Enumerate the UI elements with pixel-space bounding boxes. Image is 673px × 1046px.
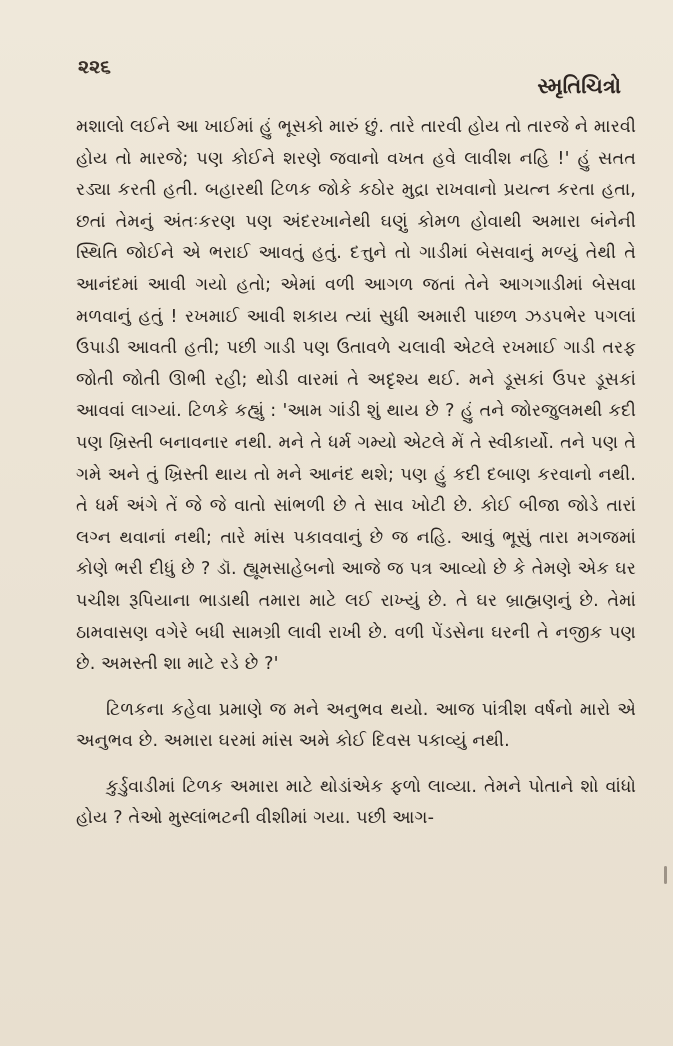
running-title: સ્મૃતિચિત્રો [537,74,621,98]
page-header [78,56,621,96]
page-number: ૨૨૬ [78,56,111,78]
page-edge-mark [664,866,667,884]
paragraph: ટિળકના કહેવા પ્રમાણે જ મને અનુભવ થયો. આજ પાંત્રીશ વર્ષનો મારો એ અનુભવ છે. અમારા ઘરમાં માંસ અમે કોઈ દિવસ પકાવ્યું નથી. [76,699,636,752]
body-text [76,112,636,835]
paragraph-continued: મશાલો લઈને આ ખાઈમાં હું ભૂસકો મારું છું. તારે તારવી હોય તો તારજે ને મારવી હોય તો મારજે; પણ કોઈને શરણે જવાનો વખત હવે લાવીશ નહિ !' હું સતત રડ્યા કરતી હતી. બહારથી ટિળક જોકે કઠોર મુદ્રા રાખવાનો પ્રયત્ન કરતા હતા, છતાં તેમનું અંતઃકરણ પણ અંદરખાનેથી ઘણું કોમળ હોવાથી અમારા બંનેની સ્થિતિ જોઈને એ ભરાઈ આવતું હતું. દત્તુને તો ગાડીમાં બેસવાનું મળ્યું તેથી તે આનંદમાં આવી ગયો હતો; એમાં વળી આગળ જતાં તેને આગગાડીમાં બેસવા મળવાનું હતું ! રખમાઈ આવી શકાય ત્યાં સુધી અમારી પાછળ ઝડપભેર પગલાં ઉપાડી આવતી હતી; પછી ગાડી પણ ઉતાવળે ચલાવી એટલે રખમાઈ ગાડી તરફ જોતી જોતી ઊભી રહી; થોડી વારમાં તે અદૃશ્ય થઈ. મને ડૂસકાં ઉપર ડૂસકાં આવવાં લાગ્યાં. ટિળકે કહ્યું : 'આમ ગાંડી શું થાય છે ? હું તને જોરજુલમથી કદી પણ ખ્રિસ્તી બનાવનાર નથી. મને તે ધર્મ ગમ્યો એટલે મેં તે સ્વીકાર્યો. તને પણ તે ગમે અને તું ખ્રિસ્તી થાય તો મને આનંદ થશે; પણ હું કદી દબાણ કરવાનો નથી. તે ધર્મ અંગે તેં જે જે વાતો સાંભળી છે તે સાવ ખોટી છે. કોઈ બીજા જોડે તારાં લગ્ન થવાનાં નથી; તારે માંસ પકાવવાનું છે જ નહિ. આવું ભૂસું તારા મગજમાં કોણે ભરી દીધું છે ? ડૉ. હ્યૂમસાહેબનો આજે જ પત્ર આવ્યો છે કે તેમણે એક ઘર પચીશ રૂપિયાના ભાડાથી તમારા માટે લઈ રાખ્યું છે. તે ઘર બ્રાહ્મણનું છે. તેમાં ઠામવાસણ વગેરે બધી સામગ્રી લાવી રાખી છે. વળી પેંડસેના ઘરની તે નજીક પણ છે. અમસ્તી શા માટે રડે છે ?' [76,117,636,675]
paragraph-last: કુર્ડુવાડીમાં ટિળક અમારા માટે થોડાંએક ફળો લાવ્યા. તેમને પોતાને શો વાંધો હોય ? તેઓ મુસ્લાંભટની વીશીમાં ગયા. પછી આગ- [76,776,636,829]
